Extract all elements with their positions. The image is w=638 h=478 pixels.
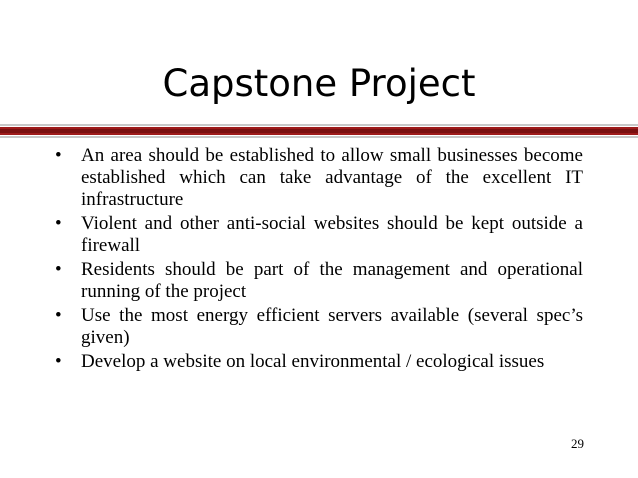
- bullet-text: An area should be established to allow small businesses become established which can take advantage of the excellent IT infrastructure: [81, 145, 583, 210]
- bullet-text: Violent and other anti-social websites should be kept outside a firewall: [81, 213, 583, 256]
- bullet-text: Develop a website on local environmental / ecological issues: [81, 351, 545, 372]
- bullet-item: [53, 259, 583, 303]
- bullet-item: [53, 351, 583, 373]
- bullet-marker: •: [55, 259, 62, 280]
- page-number: 29: [571, 436, 584, 451]
- bullet-list: [53, 145, 583, 375]
- bullet-marker: •: [55, 145, 62, 166]
- bullet-item: [53, 305, 583, 349]
- bullet-text: Use the most energy efficient servers available (several spec’s given): [81, 305, 583, 348]
- bullet-marker: •: [55, 305, 62, 326]
- bullet-marker: •: [55, 351, 62, 372]
- bullet-item: [53, 145, 583, 211]
- bullet-marker: •: [55, 213, 62, 234]
- bullet-item: [53, 213, 583, 257]
- slide-title: Capstone Project: [162, 62, 476, 105]
- bullet-text: Residents should be part of the management and operational running of the project: [81, 259, 583, 302]
- title-divider: [0, 124, 638, 138]
